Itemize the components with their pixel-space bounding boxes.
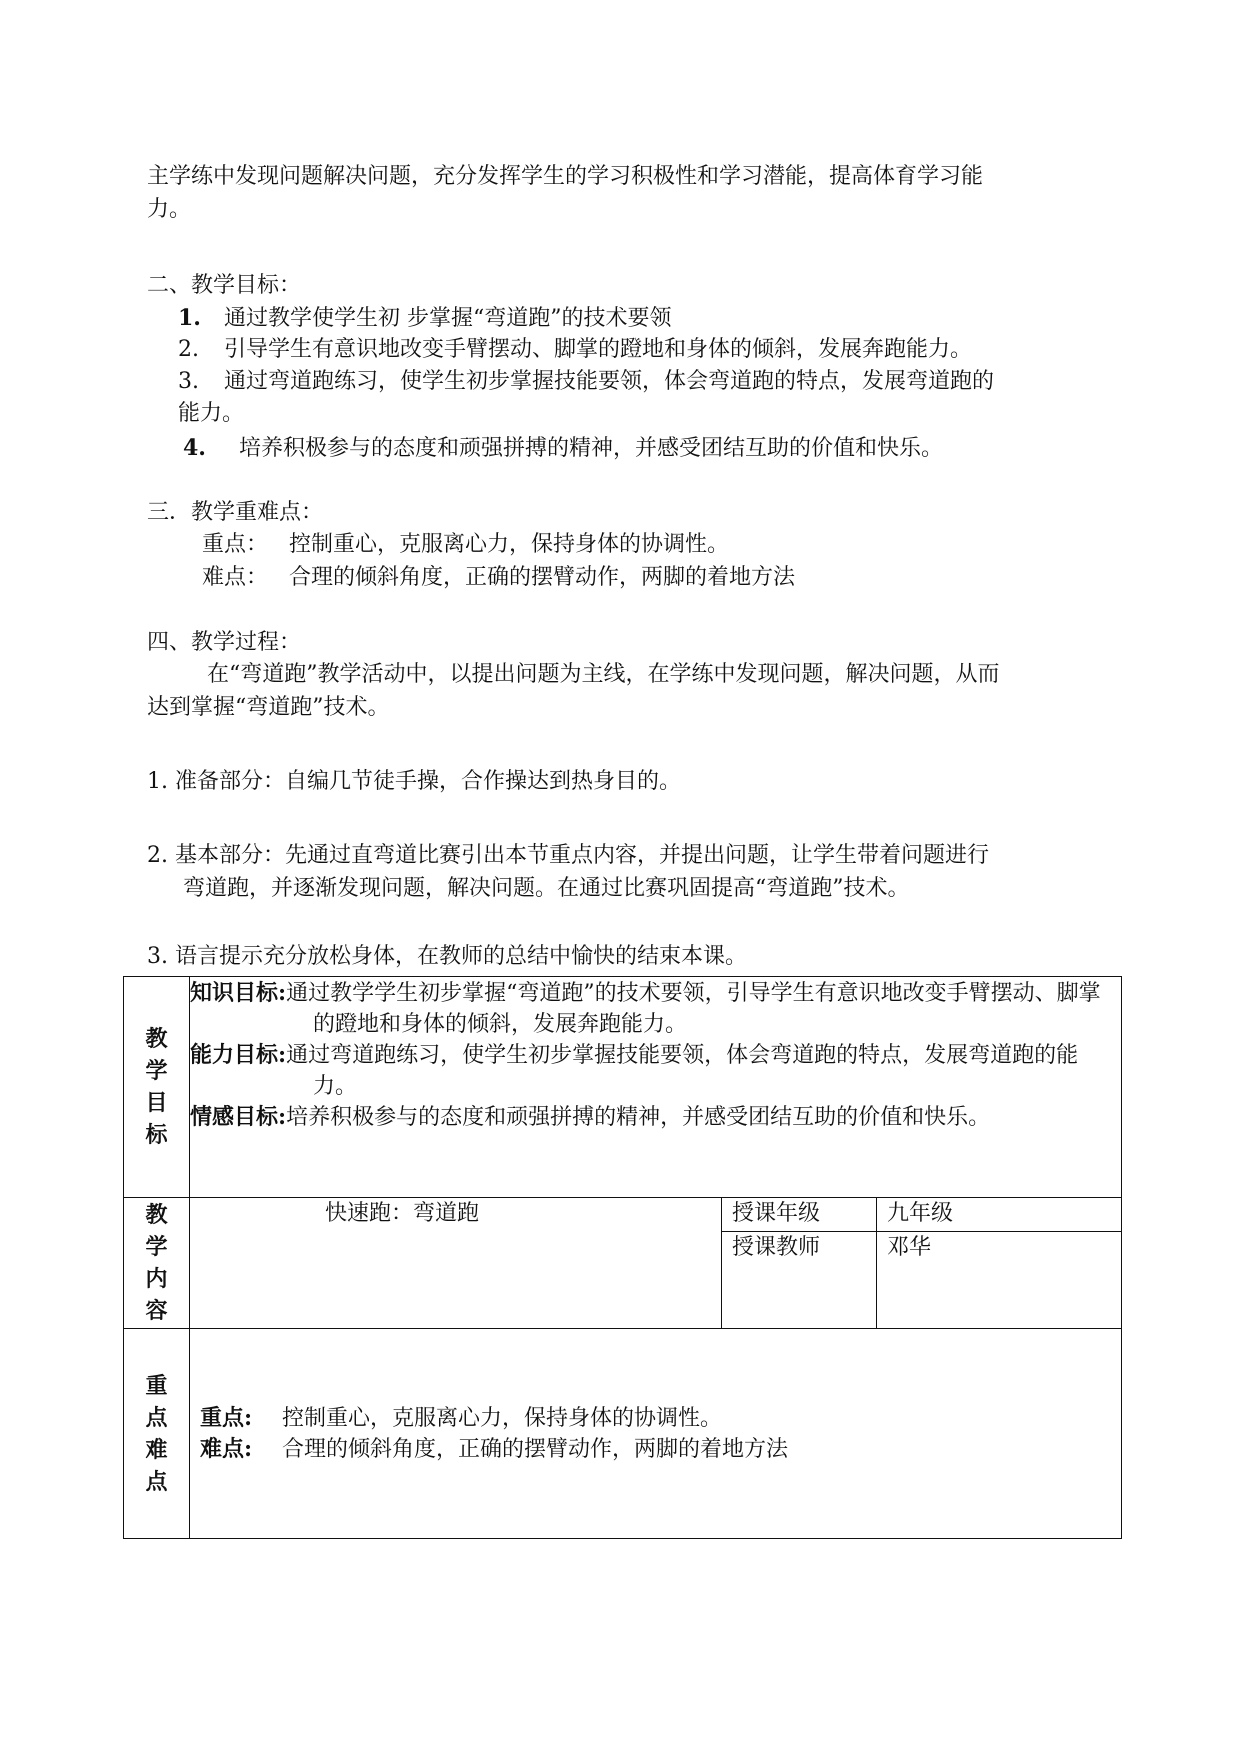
goal-number: 4. (183, 435, 206, 461)
process-step-1: 1. 准备部分：自编几节徒手操，合作操达到热身目的。 (147, 769, 681, 794)
table-difficult-point (200, 1434, 1121, 1465)
knowledge-goal-text: 通过教学学生初步掌握“弯道跑”的技术要领，引导学生有意识地改变手臂摆动、脚掌的蹬地和身体的倾斜，发展奔跑能力。 (286, 981, 1101, 1037)
table-difficult-text: 合理的倾斜角度，正确的摆臂动作，两脚的着地方法 (282, 1436, 789, 1462)
goal-text: 通过弯道跑练习，使学生初步掌握技能要领，体会弯道跑的特点，发展弯道跑的 (224, 369, 995, 394)
table-row-content (124, 1198, 1122, 1232)
content-cell: 快速跑：弯道跑 (190, 1198, 722, 1329)
goal-text: 引导学生有意识地改变手臂摆动、脚掌的蹬地和身体的倾斜，发展奔跑能力。 (224, 337, 973, 362)
key-point (202, 530, 729, 560)
key-heading: 三．教学重难点： (147, 500, 324, 525)
emotion-goal-label: 情感目标: (190, 1104, 287, 1130)
process-heading: 四、教学过程： (147, 630, 302, 655)
grade-label: 授课年级 (722, 1198, 877, 1232)
goals-cell (190, 977, 1122, 1198)
goal-item-1 (178, 303, 672, 334)
goal-number: 2. (178, 337, 199, 362)
table-row-key-points (124, 1329, 1122, 1539)
process-step-2-line-2: 弯道跑，并逐渐发现问题，解决问题。在通过比赛巩固提高“弯道跑”技术。 (183, 876, 910, 901)
content-row-label: 教 学 内 容 (124, 1198, 190, 1329)
ability-goal-text: 通过弯道跑练习，使学生初步掌握技能要领，体会弯道跑的特点，发展弯道跑的能力。 (286, 1043, 1079, 1099)
intro-line-2: 力。 (147, 197, 192, 222)
knowledge-goal-label: 知识目标: (190, 980, 287, 1006)
ability-goal-label: 能力目标: (190, 1042, 287, 1068)
process-para-line-1: 在“弯道跑”教学活动中，以提出问题为主线，在学练中发现问题，解决问题，从而 (207, 662, 1000, 687)
goal-item-4 (183, 433, 943, 464)
emotion-goal-text: 培养积极参与的态度和顽强拼搏的精神，并感受团结互助的价值和快乐。 (286, 1105, 991, 1130)
goals-row-label: 教 学 目 标 (124, 977, 190, 1198)
process-para-line-2: 达到掌握“弯道跑”技术。 (147, 695, 390, 720)
table-key-point (200, 1403, 1121, 1434)
table-row-goals (124, 977, 1122, 1198)
goal-item-3-continued: 能力。 (178, 401, 245, 426)
key-label: 重点： (202, 532, 269, 557)
process-step-2-line-1: 2. 基本部分：先通过直弯道比赛引出本节重点内容，并提出问题，让学生带着问题进行 (147, 843, 989, 868)
difficult-point (202, 563, 795, 593)
emotion-goal (190, 1102, 1121, 1133)
goal-item-3 (178, 367, 994, 397)
knowledge-goal (190, 978, 1121, 1040)
lesson-plan-table (123, 976, 1122, 1539)
table-key-text: 控制重心，克服离心力，保持身体的协调性。 (282, 1405, 723, 1431)
table-key-label: 重点: (200, 1404, 253, 1431)
grade-value: 九年级 (877, 1198, 1122, 1232)
intro-line-1: 主学练中发现问题解决问题，充分发挥学生的学习积极性和学习潜能，提高体育学习能 (147, 164, 984, 189)
difficult-text: 合理的倾斜角度，正确的摆臂动作，两脚的着地方法 (289, 565, 796, 590)
teacher-value: 邓华 (877, 1232, 1122, 1329)
goal-item-2 (178, 335, 972, 365)
ability-goal (190, 1040, 1121, 1102)
difficult-label: 难点： (202, 565, 269, 590)
key-text: 控制重心，克服离心力，保持身体的协调性。 (289, 532, 730, 557)
goal-text: 培养积极参与的态度和顽强拼搏的精神，并感受团结互助的价值和快乐。 (239, 436, 944, 461)
goal-text: 通过教学使学生初 步掌握“弯道跑”的技术要领 (224, 306, 672, 331)
goal-number: 3. (178, 369, 199, 394)
process-step-3: 3. 语言提示充分放松身体，在教师的总结中愉快的结束本课。 (147, 944, 747, 969)
goal-number: 1. (178, 305, 201, 331)
teacher-label: 授课教师 (722, 1232, 877, 1329)
goals-heading: 二、教学目标： (147, 273, 302, 298)
table-difficult-label: 难点: (200, 1435, 253, 1462)
key-points-cell (190, 1329, 1122, 1539)
key-points-row-label: 重 点 难 点 (124, 1329, 190, 1539)
